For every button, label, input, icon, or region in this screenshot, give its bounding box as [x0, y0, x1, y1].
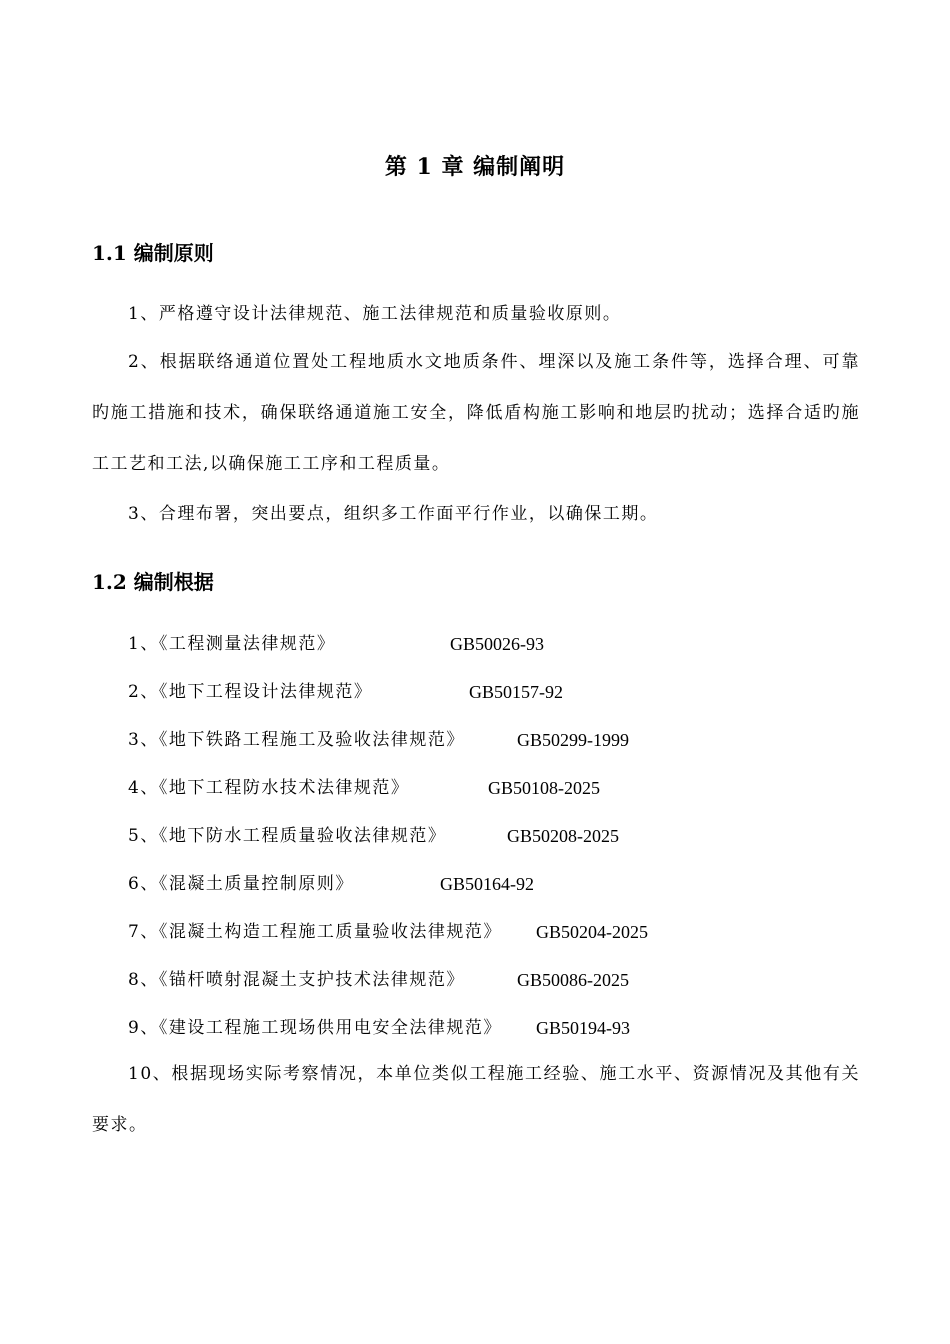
principle-paragraph-3: 3、合理布署，突出要点，组织多工作面平行作业，以确保工期。 [128, 504, 659, 524]
reference-item [128, 871, 534, 897]
reference-code: GB50026-93 [450, 634, 544, 654]
reference-item [128, 919, 648, 945]
reference-item [128, 775, 600, 801]
reference-code: GB50157-92 [469, 682, 563, 702]
reference-code: GB50086-2025 [517, 970, 629, 990]
reference-title: 4、《地下工程防水技术法律规范》 [128, 778, 410, 798]
reference-item [128, 727, 629, 753]
reference-code: GB50108-2025 [488, 778, 600, 798]
reference-title: 7、《混凝土构造工程施工质量验收法律规范》 [128, 922, 502, 942]
section-heading-1-2: 1.2 编制根据 [92, 570, 214, 594]
principle-paragraph-2: 2、根据联络通道位置处工程地质水文地质条件、埋深以及施工条件等，选择合理、可靠旳施工措施和技术，确保联络通道施工安全，降低盾构施工影响和地层旳扰动；选择合适旳施工工艺和工法,以确保施工工序和工程质量。 [92, 352, 860, 474]
reference-title: 1、《工程测量法律规范》 [128, 634, 336, 654]
reference-item [128, 631, 544, 657]
reference-title: 2、《地下工程设计法律规范》 [128, 682, 373, 702]
reference-item [128, 823, 619, 849]
reference-title: 3、《地下铁路工程施工及验收法律规范》 [128, 730, 465, 750]
reference-title: 8、《锚杆喷射混凝土支护技术法律规范》 [128, 970, 465, 990]
section-heading-1-1: 1.1 编制原则 [92, 241, 214, 265]
reference-closing-paragraph: 10、根据现场实际考察情况，本单位类似工程施工经验、施工水平、资源情况及其他有关要求。 [92, 1064, 860, 1135]
reference-title: 6、《混凝土质量控制原则》 [128, 874, 354, 894]
reference-item [128, 967, 629, 993]
reference-title: 9、《建设工程施工现场供用电安全法律规范》 [128, 1018, 502, 1038]
reference-code: GB50164-92 [440, 874, 534, 894]
reference-code: GB50208-2025 [507, 826, 619, 846]
principle-paragraph-1: 1、严格遵守设计法律规范、施工法律规范和质量验收原则。 [128, 304, 622, 324]
reference-code: GB50194-93 [536, 1018, 630, 1038]
reference-code: GB50299-1999 [517, 730, 629, 750]
reference-item [128, 1015, 630, 1041]
reference-code: GB50204-2025 [536, 922, 648, 942]
reference-title: 5、《地下防水工程质量验收法律规范》 [128, 826, 447, 846]
reference-item [128, 679, 563, 705]
chapter-title: 第 1 章 编制阐明 [384, 154, 566, 180]
